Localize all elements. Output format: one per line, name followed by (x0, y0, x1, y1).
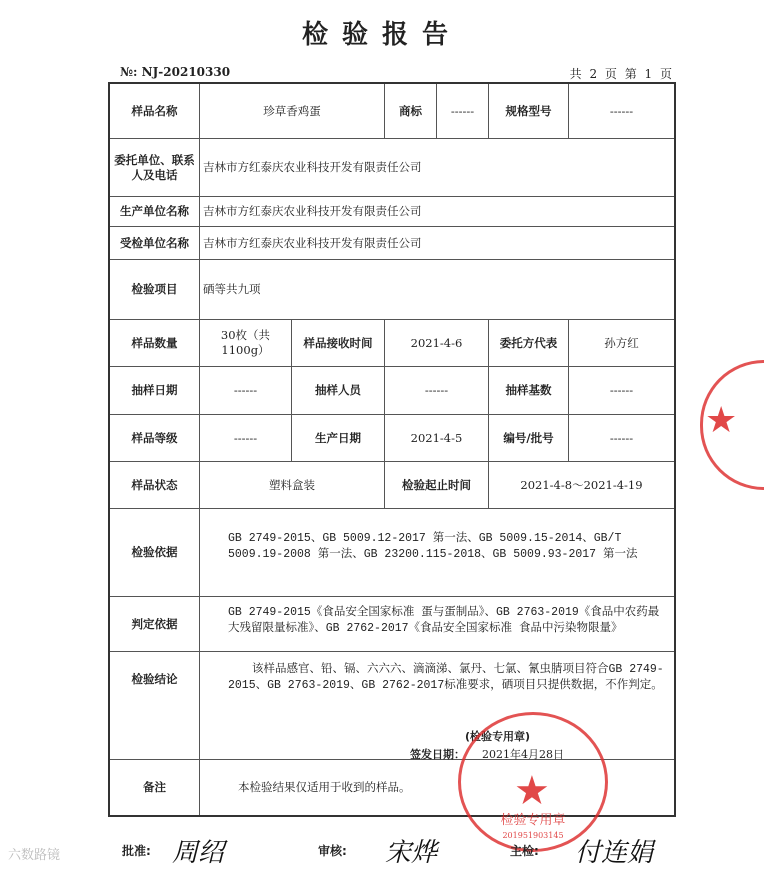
sampler: ------ (385, 367, 489, 415)
label-batch: 编号/批号 (489, 415, 569, 462)
label-items: 检验项目 (110, 260, 200, 320)
stamp-center-text: 检验专用章 (500, 813, 566, 828)
report-number: №: NJ-20210330 (120, 65, 231, 79)
approve-label: 批准: (122, 844, 151, 858)
inspected: 吉林市方红泰庆农业科技开发有限责任公司 (200, 227, 674, 260)
page-info: 共 2 页 第 1 页 (569, 67, 674, 81)
client: 吉林市方红泰庆农业科技开发有限责任公司 (200, 139, 674, 197)
label-inspected: 受检单位名称 (110, 227, 200, 260)
label-sample-name: 样品名称 (110, 84, 200, 139)
report-title: 检验报告 (301, 20, 462, 50)
label-client: 委托单位、联系人及电话 (110, 139, 200, 197)
label-spec: 规格型号 (489, 84, 569, 139)
sampling-date: ------ (200, 367, 292, 415)
label-base: 抽样基数 (489, 367, 569, 415)
brand: ------ (437, 84, 489, 139)
main-signature: 付连娟 (575, 838, 654, 868)
prod-date: 2021-4-5 (385, 415, 489, 462)
watermark: 六数路镜 (8, 848, 61, 863)
review-label: 审核: (318, 844, 347, 858)
label-rep: 委托方代表 (489, 320, 569, 367)
star-icon: ★ (705, 400, 738, 441)
issue-label: 签发日期： (410, 748, 465, 761)
label-remark: 备注 (110, 760, 200, 815)
base: ------ (569, 367, 674, 415)
label-prod-date: 生产日期 (292, 415, 385, 462)
label-qty: 样品数量 (110, 320, 200, 367)
sample-name: 珍草香鸡蛋 (200, 84, 385, 139)
basis: GB 2749-2015、GB 5009.12-2017 第一法、GB 5009.15-2014、GB/T 5009.19-2008 第一法、GB 23200.115-2018、GB 5009.93-2017 第一法 (200, 509, 674, 597)
issue-date: 2021年4月28日 (482, 748, 564, 761)
label-judge: 判定依据 (110, 597, 200, 652)
conclusion: 该样品感官、铅、镉、六六六、滴滴涕、氯丹、七氯、氰虫腈项目符合GB 2749-2015、GB 2763-2019、GB 2762-2017标准要求，硒项目只提供数据，不作判定。 (200, 652, 674, 760)
partial-stamp (700, 360, 764, 490)
qty: 30枚（共1100g） (200, 320, 292, 367)
remark: 本检验结果仅适用于收到的样品。 (238, 780, 411, 794)
label-sampler: 抽样人员 (292, 367, 385, 415)
main-label: 主检: (510, 844, 539, 858)
batch: ------ (569, 415, 674, 462)
inspection-stamp (458, 712, 608, 852)
label-recv: 样品接收时间 (292, 320, 385, 367)
label-producer: 生产单位名称 (110, 197, 200, 227)
label-basis: 检验依据 (110, 509, 200, 597)
judge: GB 2749-2015《食品安全国家标准 蛋与蛋制品》、GB 2763-2019《食品中农药最大残留限量标准》、GB 2762-2017《食品安全国家标准 食品中污染物限量》 (200, 597, 674, 652)
label-sampling-date: 抽样日期 (110, 367, 200, 415)
label-brand: 商标 (385, 84, 437, 139)
star-icon: ★ (514, 768, 550, 814)
seal-note: (检验专用章) (465, 730, 531, 743)
rep: 孙方红 (569, 320, 674, 367)
review-signature: 宋烨 (385, 838, 438, 868)
stamp-code: 201951903145 (502, 831, 564, 840)
report-table (108, 82, 676, 817)
approve-signature: 周绍 (172, 838, 225, 868)
producer: 吉林市方红泰庆农业科技开发有限责任公司 (200, 197, 674, 227)
period: 2021-4-8～2021-4-19 (489, 462, 674, 509)
state: 塑料盒装 (200, 462, 385, 509)
label-grade: 样品等级 (110, 415, 200, 462)
spec: ------ (569, 84, 674, 139)
label-conclusion: 检验结论 (110, 652, 200, 760)
label-state: 样品状态 (110, 462, 200, 509)
grade: ------ (200, 415, 292, 462)
label-period: 检验起止时间 (385, 462, 489, 509)
recv: 2021-4-6 (385, 320, 489, 367)
items: 硒等共九项 (200, 260, 674, 320)
